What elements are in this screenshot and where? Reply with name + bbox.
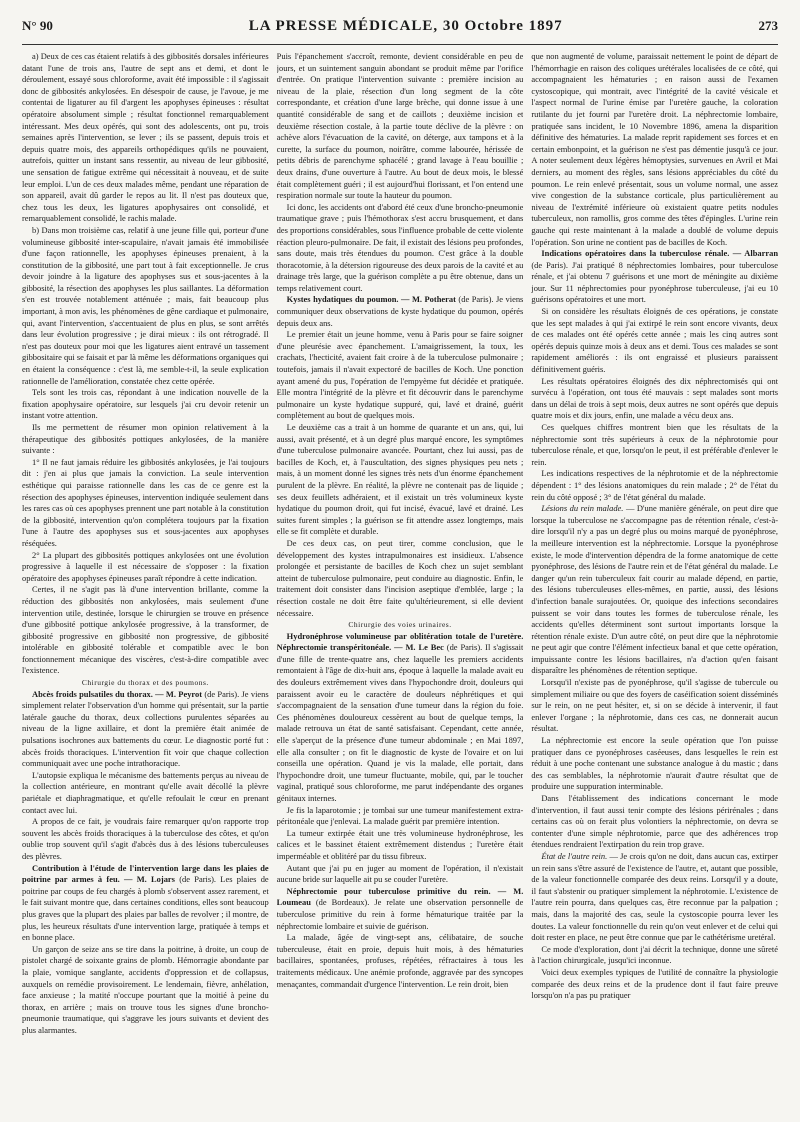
article-body: (de Bordeaux). Je relate une observation personnelle de tuberculose primitive du rein à forme hématurique traitée par la néphrectomie lombaire et suivie de guérison.: [276, 897, 524, 931]
section-heading: Chirurgie du thorax et des poumons.: [81, 678, 209, 688]
article-body: (de Paris). Je viens simplement relater l'observation d'un homme qui présentait, sur la partie latérale gauche du thorax, deux collections purulentes séparées au niveau de la ligne axillaire, et dont la première était animée de pulsations isochrones aux battements du cœur. Le diagnostic porté fut : abcès froids thoraciques. L'intervention fit voir que chaque collection communiquait avec une poche intrathoracique.: [22, 688, 269, 769]
article-paragraph: [22, 689, 269, 770]
issue-number: N° 90: [22, 18, 53, 33]
article-title: Contribution à l'étude de l'intervention large dans les plaies de poitrine par armes à feu. — M. Lojars: [22, 862, 269, 885]
paragraph: La néphrectomie est encore la seule opération que l'on puisse pratiquer dans ce pyonéphroses caséeuses, dans lesquelles le rein est réduit à une poche contenant une substance analogue à du mastic ; dans des cas semblables, la néphrotomie n'aurait d'autre résultat que de produire une suppuration interminable.: [531, 735, 779, 792]
paragraph: Les indications respectives de la néphrotomie et de la néphrectomie dépendent : 1° des lésions anatomiques du rein malade ; 2° de l'état du rein du côté opposé ; 3° de l'état général du malade.: [531, 468, 779, 502]
article-title: Hydronéphrose volumineuse par oblitération totale de l'uretère. Néphrectomie transpéritonéale. — M. Le Bec: [276, 630, 524, 653]
paragraph: Lorsqu'il n'existe pas de pyonéphrose, qu'il s'agisse de tubercule ou simplement miliaire ou que des foyers de caséification soient disséminés sur le rein, on ne peut hésiter, et, si on se décide à intervenir, il faut enlever l'organe ; la néphrotomie, dans ces cas, ne donnerait aucun résultat.: [531, 677, 779, 734]
paragraph: A propos de ce fait, je voudrais faire remarquer qu'on rapporte trop souvent les abcès froids thoraciques à la tuberculose des côtes, et qu'on oublie trop souvent qu'il s'agit d'abcès dus à des lésions tuberculeuses des plèvres.: [22, 816, 269, 861]
journal-title: LA PRESSE MÉDICALE, 30 Octobre 1897: [248, 18, 563, 34]
paragraph: Si on considère les résultats éloignés de ces opérations, je constate que les sept malades à qui j'ai extirpé le rein sont encore vivants, deux de ces malades ont été opérés cette année ; mais les cinq autres sont opérés depuis quinze mois à deux ans et demi. Tous ces malades se sont rapidement améliorés : ils ont engraissé et plusieurs paraissent définitivement guéris.: [531, 306, 779, 375]
page-number: 273: [758, 18, 778, 33]
section-heading: Chirurgie des voies urinaires.: [348, 620, 452, 630]
article-body: (de Paris). Il s'agissait d'une fille de trente-quatre ans, chez laquelle les premiers accidents remontaient à l'âge de dix-huit ans, époque à laquelle la malade avait eu des douleurs extrêmement vives dans l'hypochondre droit, douleurs qui paraissent avoir eu le caractère de douleurs néphrétiques et qui s'accompagnaient de la sensation d'une tumeur dans la région du foie. Ces phénomènes douloureux cessèrent au bout de quelque temps, la malade retrouva un état de santé satisfaisant. Cependant, cette année, elle s'aperçut de la présence d'une tumeur abdominale ; en Mai 1897, elle alla consulter ; on fit le diagnostic de kyste de l'ovaire et on lui conseilla une opération. Quand je vis la malade, elle portait, dans l'hypochondre droit, une tumeur fluctuante, mobile, qui, par le toucher vaginal, pratiqué sous chloroforme, me parut indépendante des organes génitaux internes.: [276, 642, 524, 803]
paragraph: [531, 851, 778, 944]
paragraph: Ici donc, les accidents ont d'abord été ceux d'une broncho-pneumonie traumatique grave ; puis l'hémothorax s'est accru brusquement, et dans des proportions considérables, sous l'influence probable de cette violente réaction pleuro-pulmonaire. De fait, il existait des lésions peu profondes, sans doute, mais très étendues du poumon. C'est grâce à la double thoracotomie, à la détersion rigoureuse des deux parois de la cavité et au drainage très large, que la guérison complète a pu être obtenue, dans un temps relativement court.: [276, 201, 524, 293]
paragraph: 2° La plupart des gibbosités pottiques ankylosées ont une évolution progressive à laquelle il est nécessaire de s'opposer : la fixation opératoire des apophyses épineuses paraît répondre à cette indication.: [22, 549, 269, 583]
paragraph: La tumeur extirpée était une très volumineuse hydronéphrose, les calices et le bassinet étaient extrêmement distendus ; l'uretère était imperméable et oblitéré par du tissu fibreux.: [276, 827, 524, 861]
article-paragraph: [277, 886, 524, 932]
paragraph: Un garçon de seize ans se tire dans la poitrine, à droite, un coup de pistolet chargé de soixante grains de plomb. Hémorragie abondante par la plaie, vomique sanglante, accidents d'oppression et de collapsus, auxquels on remédie provisoirement. Le lendemain, fièvre, anhélation, face anxieuse ; la matité n'occupe pourtant que la moitié à peine du thorax, en arrière ; mais on trouve tous les signes d'une broncho-pneumonie traumatique, qui s'aggrave les jours suivants et devient des plus alarmantes.: [22, 943, 269, 1035]
column-1: [22, 51, 269, 1115]
subheading: Lésions du rein malade.: [541, 503, 624, 514]
paragraph: Le premier était un jeune homme, venu à Paris pour se faire soigner d'une pleurésie avec épanchement. L'amaigrissement, la toux, les crachats, l'hecticité, avaient fait croire à de la tuberculose pulmonaire ; toutefois, jamais il n'avait expectoré de bacilles de Koch. Une ponction ayant amené du pus, l'opération de l'empyème fut décidée et pratiquée. Elle montra l'intégrité de la plèvre et fit découvrir dans le parenchyme pulmonaire un kyste hydatique suppuré, qui, lavé et drainé, guérit complètement au bout de quelques mois.: [276, 329, 524, 421]
article-paragraph: [531, 248, 778, 306]
paragraph: [531, 503, 778, 677]
paragraph: Dans l'établissement des indications concernant le mode d'intervention, il faut aussi tenir compte des lésions périrénales ; dans certains cas où on ferait plus volontiers la néphrectomie, on devra se contenter d'une simple néphrotomie, parce que des adhérences trop étendues rendraient l'extirpation du rein trop grave.: [531, 793, 779, 850]
text-columns: [22, 51, 778, 1115]
paragraph: De ces deux cas, on peut tirer, comme conclusion, que le développement des kystes intrapulmonaires est insidieux. L'absence prolongée et persistante de bacilles de Koch chez un sujet semblant atteint de tuberculose pulmonaire, peut conduire au diagnostic. Enfin, le traitement doit consister dans l'incision aseptique d'emblée, large ; la résection costale ne doit être faite qu'ultérieurement, si elle devient nécessaire.: [276, 537, 524, 618]
paragraph-body: — D'une manière générale, on peut dire que lorsque la tuberculose ne s'accompagne pas de rétention rénale, c'est-à-dire lorsqu'il n'y a pas un degré plus ou moins marqué de pyonéphrose, la meilleure intervention est la néphrectomie. Lorsque la pyonéphrose existe, le mode d'intervention dépendra de la forme anatomique de cette pyonéphrose, des lésions de l'autre rein et de l'état général du malade. Le danger qu'un rein tuberculeux fait courir au malade dépend, en partie, des lésions tuberculeuses elles-mêmes, en partie, aussi, des lésions d'infection banale surajoutées. Or, quoique des infections secondaires puissent se voir dans toutes les formes de tuberculose rénale, les accidents qu'elles déterminent sont surtout importants lorsque la rétention rénale existe. D'un autre côté, on peut dire que la néphrotomie ne peut agir que contre l'élément infectieux banal et que cette opération, impuissante contre les lésions bacillaires, n'a d'action qu'en faisant disparaître les phénomènes de rétention septique.: [531, 503, 779, 676]
paragraph: Je fis la laparotomie ; je tombai sur une tumeur manifestement extra-péritonéale que j'enlevai. La malade guérit par première intention.: [276, 804, 524, 827]
column-2: [277, 51, 524, 1115]
paragraph: que non augmenté de volume, paraissait nettement le point de départ de l'hémorrhagie en raison des coliques urétérales localisées de ce côté, qui accompagnaient les hématuries ; en raison aussi de l'examen cystoscopique, qui montrait, avec l'intégrité de la cavité vésicale et l'aspect normal de l'urine émise par l'uretère gauche, la coloration rutilante du jet fourni par l'uretère droit. La néphrectomie lombaire, pratiquée sans incident, le 10 Novembre 1896, amena la disparition définitive des hématuries. La malade reprit rapidement ses forces et en certain embonpoint, et la guérison ne s'est pas démentie jusqu'à ce jour. A noter seulement deux légères hémoptysies, survenues en Avril et Mai derniers, au moment des règles, sans lésions appréciables du côté du poumon. Le rein enlevé présentait, sous un volume normal, une assez vive congestion de la substance corticale, plus particulièrement au niveau de l'extrémité inférieure où existaient quatre petits nodules tuberculeux, non ramollis, gros comme des têtes d'épingles. L'urine rein gauche qui reste maintenant à la malade a doublé de volume depuis l'opération. Son urine ne contient pas de bacilles de Koch.: [531, 51, 779, 247]
paragraph: Ils me permettent de résumer mon opinion relativement à la thérapeutique des gibbosités pottiques ankylosées, de la manière suivante :: [22, 422, 269, 456]
paragraph: Certes, il ne s'agit pas là d'une intervention brillante, comme la réduction des gibbosités non ankylosées, mais seulement d'une intervention utile, destinée, lorsque le chirurgien se trouve en présence d'une gibbosité pottique ankylosée progressive, à la transformer, de gibbosité progressive en gibbosité non progressive, de gibbosité intolérable en gibbosité tolérable et compatible avec le bon fonctionnement mécanique des viscères, c'est-à-dire compatible avec l'existence.: [22, 584, 269, 676]
page-header: [22, 18, 778, 40]
article-paragraph: [22, 863, 269, 944]
paragraph: 1° Il ne faut jamais réduire les gibbosités ankylosées, je l'ai toujours dit : j'en ai plus que jamais la conviction. La seule intervention esthétique qui paraisse rationnelle dans les cas de ce genre est la résection des apophyses épineuses, intervention indiquée seulement dans les rares cas où ces apophyses prennent une part notable à la constitution de la gibbosité, intervention qu'on complétera toujours par la fixation l'une à l'autre des apophyses sus et sous-jacentes aux apophyses réséquées.: [22, 456, 269, 548]
paragraph: Puis l'épanchement s'accroît, remonte, devient considérable en peu de jours, et un suintement sanguin abondant se produit même par l'orifice d'entrée. On pratique l'intervention suivante : première incision au niveau de la plaie, résection d'un long segment de la côte correspondante, et création d'une large brèche, qui donne issue à une quantité considérable de sang et de caillots ; deuxième incision et deuxième résection costale, à la partie toute déclive de la plèvre : on achève alors l'évacuation de la cavité, on déterge, aux tampons et à la curette, la surface du poumon, noirâtre, comme labourée, hérissée de petits débris de parenchyme sphacélé ; grand lavage à l'eau bouillie ; deux drains, d'une ouverture à l'autre. Au bout de deux mois, le blessé était complètement guéri ; il est aujourd'hui florissant, et l'on entend une respiration normale sur toute la hauteur du poumon.: [276, 51, 524, 201]
column-3: [531, 51, 778, 1115]
article-title: Abcès froids pulsatiles du thorax. — M. Peyrot: [32, 688, 203, 699]
header-rule: [22, 44, 778, 45]
paragraph: Ce mode d'exploration, dont j'ai décrit la technique, donne une sûreté à l'action chirurgicale, jusqu'ici inconnue.: [531, 943, 779, 966]
paragraph: Ces quelques chiffres montrent bien que les résultats de la néphrectomie sont très supérieurs à ceux de la néphrotomie pour tuberculose rénale, et que, lorsqu'on le peut, il est préférable d'enlever le rein.: [531, 422, 779, 467]
paragraph: Autant que j'ai pu en juger au moment de l'opération, il n'existait aucune bride sur laquelle ait pu se couder l'uretère.: [276, 862, 524, 885]
paragraph: a) Deux de ces cas étaient relatifs à des gibbosités dorsales inférieures datant l'une de trois ans, l'autre de sept ans et demi, et dont le déroulement, essayé sous chloroforme, avait été impossible : il s'agissait donc de gibbosités ankylosées. En désespoir de cause, je l'avoue, je me contentai de ligaturer au fil d'argent les apophyses épineuses : résultat opératoire absolument simple ; résultat fonctionnel remarquablement intéressant. Mes deux opérés, qui sont des adolescents, ont pu, trois semaines après l'intervention, se lever ; ils se passent, depuis trois et depuis quatre mois, des appareils orthopédiques qu'ils ne pouvaient, autrefois, quitter un instant sans ressentir, au niveau de leur gibbosité, une sensation de fatigue extrême qui nécessitait à nouveau, et de suite leur emploi. L'un de ces deux malades même, pendant une réparation de son appareil, avait dû garder le repos au lit. Il n'est pas douteux que, chez tous les deux, les ligatures apophysaires ont consolidé, et remarquablement consolidé, le rachis malade.: [22, 51, 269, 224]
paragraph: Les résultats opératoires éloignés des dix néphrectomisés qui ont survécu à l'opération, ont tous été mauvais : sept malades sont morts dans un délai de trois à sept mois, deux autres ne sont opérés que depuis quatre mois et dix jours, enfin, une malade a vécu deux ans.: [531, 375, 779, 421]
article-paragraph: [277, 294, 524, 329]
paragraph: b) Dans mon troisième cas, relatif à une jeune fille qui, porteur d'une volumineuse gibbosité inter-scapulaire, n'avait jamais été immobilisée d'une façon rationnelle, les apophyses épineuses prenaient, à la constitution de la gibbosité, une part tout à fait exceptionnelle. Je crus devoir joindre à la ligature des apophyses sus et sous-jacentes à la gibbosité, la résection des apophyses les plus saillantes. La déformation s'en est trouvée notablement atténuée ; mais, fait beaucoup plus important, à mon avis, les phénomènes de gêne cardiaque et pulmonaire, qui, avant l'intervention, s'accentuaient de plus en plus, se sont arrêtés dans leur évolution progressive ; je dirai mieux : ils ont rétrogradé. Il n'est pas douteux pour moi que les ligatures aient entravé un tassement gibbositaire qui se faisait et par là même les déformations organiques qui en étaient la conséquence : c'est là, me semble-t-il, la seule explication rationnelle de l'amélioration, constatée chez cette opérée.: [22, 224, 269, 386]
article-body: (de Paris). Je viens communiquer deux observations de kyste hydatique du poumon, opérés depuis deux ans.: [276, 294, 524, 328]
paragraph: La malade, âgée de vingt-sept ans, célibataire, de souche tuberculeuse, était en proie, depuis huit mois, à des hématuries bacillaires, spontanées, profuses, répétées, réfractaires à tous les traitements médicaux. Une anémie profonde, aggravée par des syncopes menaçantes, commandait d'urgence l'intervention. Le rein droit, bien: [276, 932, 524, 989]
paragraph-body: — Je crois qu'on ne doit, dans aucun cas, extirper un rein sans s'être assuré de l'existence de l'autre, et, autant que possible, de la valeur fonctionnelle comparée des deux reins. Lorsqu'il y a doute, il faut s'abstenir ou pratiquer simplement la néphrotomie. L'existence de l'autre rein pourra, dans quelques cas, être reconnue par la palpation ; mais, dans la majorité des cas, seule la cystoscopie pourra lever les doutes. La valeur fonctionnelle du rein qu'on veut enlever et de celui qui doit rester en place, ne peut être connue que par le cathétérisme uretéral.: [531, 850, 779, 943]
article-paragraph: [277, 631, 524, 805]
article-title: Indications opératoires dans la tuberculose rénale. — Albarran: [541, 248, 779, 259]
paragraph: L'autopsie expliqua le mécanisme des battements perçus au niveau de la collection antérieure, en montrant qu'elle avait décollé la plèvre pariétale et diaphragmatique, et qu'elle refoulait le cœur en prenant contact avec lui.: [22, 769, 269, 815]
paragraph: Le deuxième cas a trait à un homme de quarante et un ans, qui, lui aussi, avait présenté, et à un degré plus marqué encore, les symptômes d'une tuberculose pulmonaire avancée. Pourtant, chez lui aussi, pas de bacilles de Koch, et, à l'auscultation, des signes physiques peu nets ; mais, à un moment donné les signes très nets d'un énorme épanchement purulent de la plèvre. En réalité, la plèvre ne contenait pas de liquide ; ses deux feuillets adhéraient, et il existait un très volumineux kyste hydatique du poumon droit, qui fut incisé, évacué, lavé et drainé. Les suites furent simples ; la guérison se fit attendre assez longtemps, mais elle se fit complète et durable.: [276, 422, 524, 537]
article-body: (de Paris). J'ai pratiqué 8 néphrectomies lombaires, pour tuberculose rénale, et j'ai obtenu 7 guérisons et une mort de méningite au dixième jour. Sur 11 néphrectomies pour pyonéphrose tuberculeuse, j'ai eu 10 guérisons opératoires et une mort.: [531, 259, 779, 305]
subheading: État de l'autre rein.: [541, 850, 608, 861]
article-title: Kystes hydatiques du poumon. — M. Potherat: [286, 294, 456, 305]
paragraph: Tels sont les trois cas, répondant à une indication nouvelle de la fixation apophysaire opératoire, sur lesquels j'ai cru devoir retenir un instant votre attention.: [22, 387, 269, 421]
paragraph: Voici deux exemples typiques de l'utilité de connaître la physiologie comparée des deux reins et de la prudence dont il faut faire preuve lorsqu'on n'a pas pu pratiquer: [531, 966, 779, 1001]
article-title: Néphrectomie pour tuberculose primitive du rein. — M. Loumeau: [276, 885, 524, 908]
article-body: (de Paris). Les plaies de poitrine par coups de feu chargés à plomb s'observent assez rarement, et le fait suivant montre que, dans certaines conditions, elles sont beaucoup plus graves que la plupart des plaies par balles de revolver ; il montre, de plus, les heureux résultats d'une intervention large, pratiquée à temps et en bonne place.: [22, 874, 269, 943]
